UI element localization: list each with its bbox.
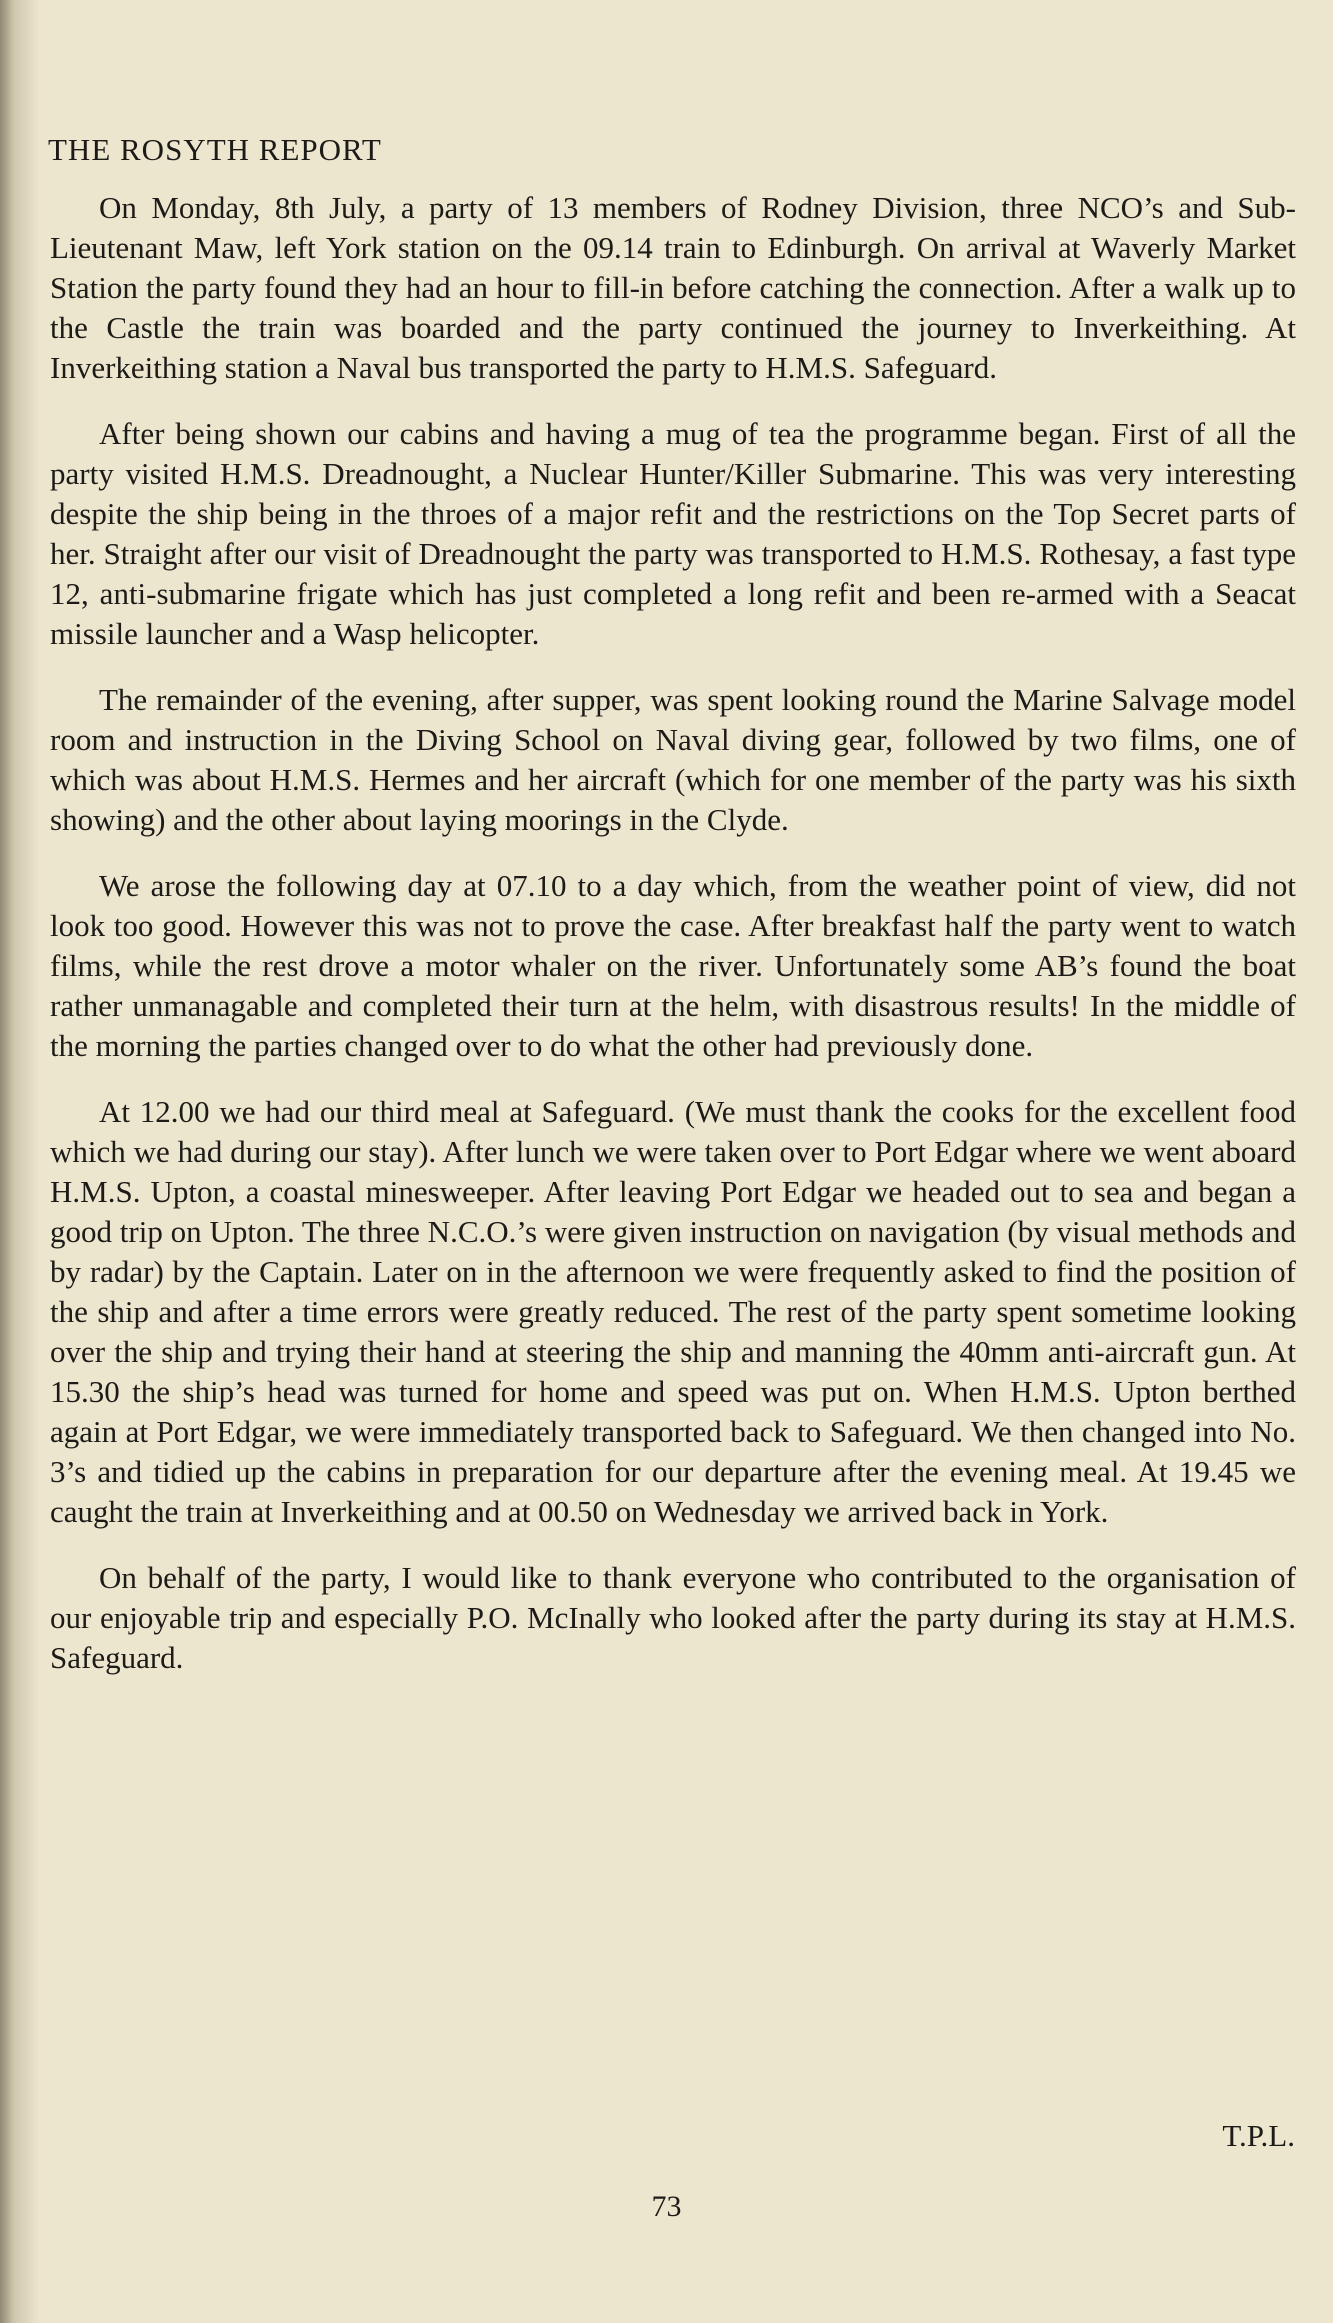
page-number: 73 xyxy=(651,2190,682,2223)
author-signature: T.P.L. xyxy=(1222,2118,1295,2153)
article-body xyxy=(50,188,1296,1704)
paragraph-evening: The remainder of the evening, after supper, was spent looking round the Marine Salvage model room and instruction in the Diving School on Naval diving gear, followed by two films, one of which was about H.M.S. Hermes and her aircraft (which for one member of the party was his sixth showing) and the other about laying moorings in the Clyde. xyxy=(50,682,1296,837)
paragraph-ship-visits: After being shown our cabins and having a mug of tea the programme began. First of all the party visited H.M.S. Dreadnought, a Nuclear Hunter/Killer Submarine. This was very interesting despite the ship being in the throes of a major refit and the restrictions on the Top Secret parts of her. Straight after our visit of Dreadnought the party was transported to H.M.S. Rothesay, a fast type 12, anti-submarine frigate which has just completed a long refit and been re-armed with a Seacat missile launcher and a Wasp helicopter. xyxy=(50,416,1296,651)
paragraph-thanks: On behalf of the party, I would like to thank everyone who contributed to the organisation of our enjoyable trip and especially P.O. McInally who looked after the party during its stay at H.M.S. Safeguard. xyxy=(50,1560,1296,1675)
paragraph-second-day: We arose the following day at 07.10 to a day which, from the weather point of view, did not look too good. However this was not to prove the case. After breakfast half the party went to watch films, while the rest drove a motor whaler on the river. Unfortunately some AB’s found the boat rather unmanagable and completed their turn at the helm, with disastrous results! In the middle of the morning the parties changed over to do what the other had previously done. xyxy=(50,868,1296,1063)
paragraph-journey: On Monday, 8th July, a party of 13 members of Rodney Division, three NCO’s and Sub-Lieutenant Maw, left York station on the 09.14 train to Edinburgh. On arrival at Waverly Market Station the party found they had an hour to fill-in before catching the connection. After a walk up to the Castle the train was boarded and the party continued the journey to Inverkeithing. At Inverkeithing station a Naval bus transported the party to H.M.S. Safeguard. xyxy=(50,190,1296,385)
paragraph-upton-trip: At 12.00 we had our third meal at Safeguard. (We must thank the cooks for the excellent food which we had during our stay). After lunch we were taken over to Port Edgar where we went aboard H.M.S. Upton, a coastal minesweeper. After leaving Port Edgar we headed out to sea and began a good trip on Upton. The three N.C.O.’s were given instruction on navigation (by visual methods and by radar) by the Captain. Later on in the afternoon we were frequently asked to find the position of the ship and after a time errors were greatly reduced. The rest of the party spent sometime looking over the ship and trying their hand at steering the ship and manning the 40mm anti-aircraft gun. At 15.30 the ship’s head was turned for home and speed was put on. When H.M.S. Upton berthed again at Port Edgar, we were immediately transported back to Safeguard. We then changed into No. 3’s and tidied up the cabins in preparation for our departure after the evening meal. At 19.45 we caught the train at Inverkeithing and at 00.50 on Wednesday we arrived back in York. xyxy=(50,1094,1296,1529)
article-title: THE ROSYTH REPORT xyxy=(48,132,382,167)
